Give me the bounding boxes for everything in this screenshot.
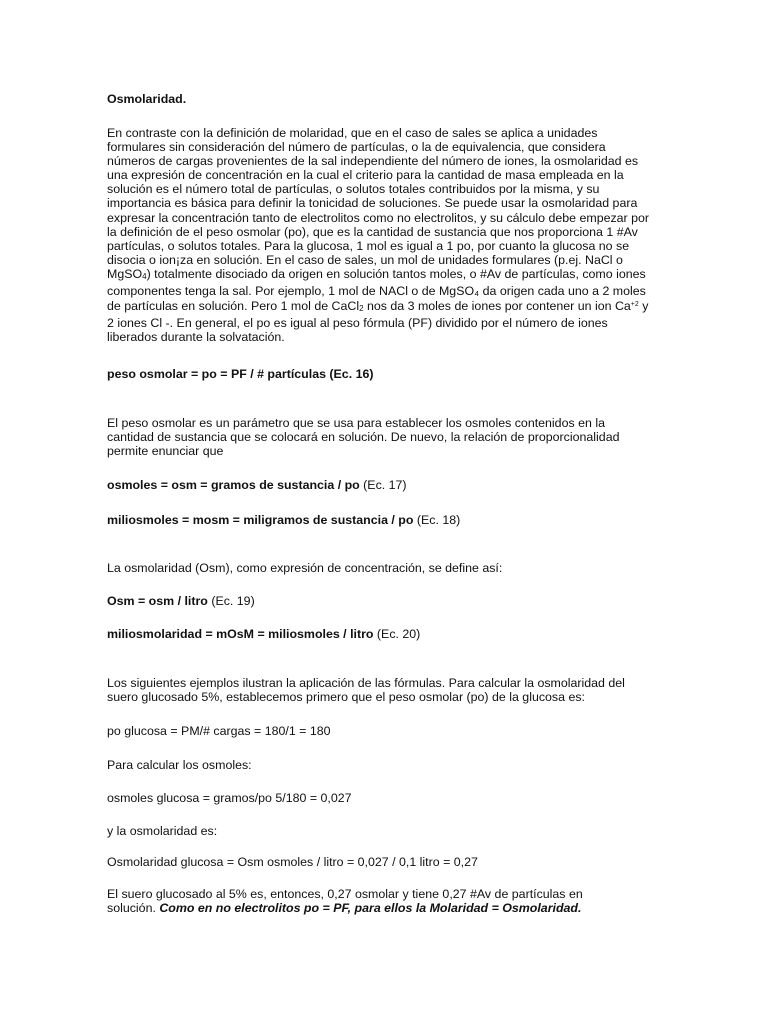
equation-number: (Ec. 19) [207,594,255,608]
paragraph-osmolaridad-es: y la osmolaridad es: [107,824,218,838]
text-line: disocia o ion¡za en solución. En el caso de sales, un mol de unidades formulares (p.ej. NaCl o [107,252,623,267]
equation-19 [107,594,647,608]
text-line: solución es el número total de partículas, o solutos totales contribuidos por la misma, y su [107,182,600,197]
text-line: números de cargas provenientes de la sal independiente del número de iones, la osmolaridad es [107,154,639,169]
paragraph-peso-osmolar [107,416,647,458]
superscript: +2 [630,301,639,309]
text-line: permite enunciar que [107,444,224,459]
text-segment: solución. [107,901,160,916]
text-line: formulares sin consideración del número de partículas, o la de equivalencia, que considera [107,140,606,155]
equation-text: Osm = osm / litro [107,594,208,608]
paragraph-osmolaridad-definition [107,126,650,345]
emphasis-text: Como en no electrolitos po = PF, para ellos la Molaridad = Osmolaridad. [159,901,582,916]
calculation-osmoles-glucosa: osmoles glucosa = gramos/po 5/180 = 0,027 [107,791,352,805]
text-line: suero glucosado 5%, establecemos primero que el peso osmolar (po) de la glucosa es: [107,690,585,705]
text-line: El suero glucosado al 5% es, entonces, 0,27 osmolar y tiene 0,27 #Av de partículas en [107,887,583,901]
text-line: partículas, o solutos totales. Para la glucosa, 1 mol es igual a 1 po, por cuanto la glucosa no se [107,238,630,253]
text-segment: ) totalmente disociado da origen en solución tantos moles, o #Av de partículas, como iones [146,266,646,281]
equation-number: (Ec. 20) [373,627,421,641]
equation-number: (Ec. 18) [413,513,461,527]
equation-16: peso osmolar = po = PF / # partículas (Ec. 16) [107,367,374,381]
paragraph-conclusion [107,887,647,915]
document-title: Osmolaridad. [107,92,187,106]
paragraph-osmolaridad-expresion: La osmolaridad (Osm), como expresión de concentración, se define así: [107,561,503,575]
equation-text: miliosmoles = mosm = miligramos de sustancia / po [107,513,414,527]
text-segment: y [638,299,649,314]
equation-text: osmoles = osm = gramos de sustancia / po [107,478,360,492]
text-line: componentes tenga la sal. Por ejemplo, 1 mol de NACl o de MgSO₄ da origen cada uno a 2 moles [107,284,646,299]
text-line: expresar la concentración tanto de electrolitos como no electrolitos, y su cálculo debe empezar por [107,210,650,225]
text-line: cantidad de sustancia que se colocará en solución. De nuevo, la relación de proporcionalidad [107,430,620,445]
calculation-po-glucosa: po glucosa = PM/# cargas = 180/1 = 180 [107,724,331,738]
text-line: 2 iones Cl -. En general, el po es igual al peso fórmula (PF) dividido por el número de iones [107,316,608,331]
text-line [107,901,647,915]
text-line: Los siguientes ejemplos ilustran la aplicación de las fórmulas. Para calcular la osmolaridad del [107,676,625,690]
text-line: importancia es básica para definir la tonicidad de soluciones. Se puede usar la osmolaridad para [107,196,638,211]
text-line: liberados durante la solvatación. [107,330,285,345]
equation-20 [107,627,647,641]
equation-17 [107,478,647,492]
text-line [107,267,647,284]
text-segment: MgSO [107,266,143,281]
text-line [107,298,647,316]
text-segment: nos da 3 moles de iones por contener un ion Ca [363,299,631,314]
subscript: 2 [359,304,364,314]
text-segment: de partículas en solución. Pero 1 mol de CaCl [107,299,360,314]
text-line: El peso osmolar es un parámetro que se usa para establecer los osmoles contenidos en la [107,416,605,430]
equation-number: (Ec. 17) [359,478,407,492]
paragraph-calcular-osmoles: Para calcular los osmoles: [107,758,252,772]
equation-18 [107,513,647,527]
text-line: En contraste con la definición de molaridad, que en el caso de sales se aplica a unidades [107,126,598,140]
calculation-osmolaridad-glucosa: Osmolaridad glucosa = Osm osmoles / litro = 0,027 / 0,1 litro = 0,27 [107,855,478,869]
text-line: una expresión de concentración en la cual el criterio para la cantidad de masa empleada en la [107,168,624,183]
paragraph-ejemplos [107,676,647,704]
text-line: la definición de el peso osmolar (po), que es la cantidad de sustancia que nos proporciona 1 #Av [107,224,638,239]
equation-text: miliosmolaridad = mOsM = miliosmoles / litro [107,627,374,641]
subscript: 4 [142,271,147,281]
